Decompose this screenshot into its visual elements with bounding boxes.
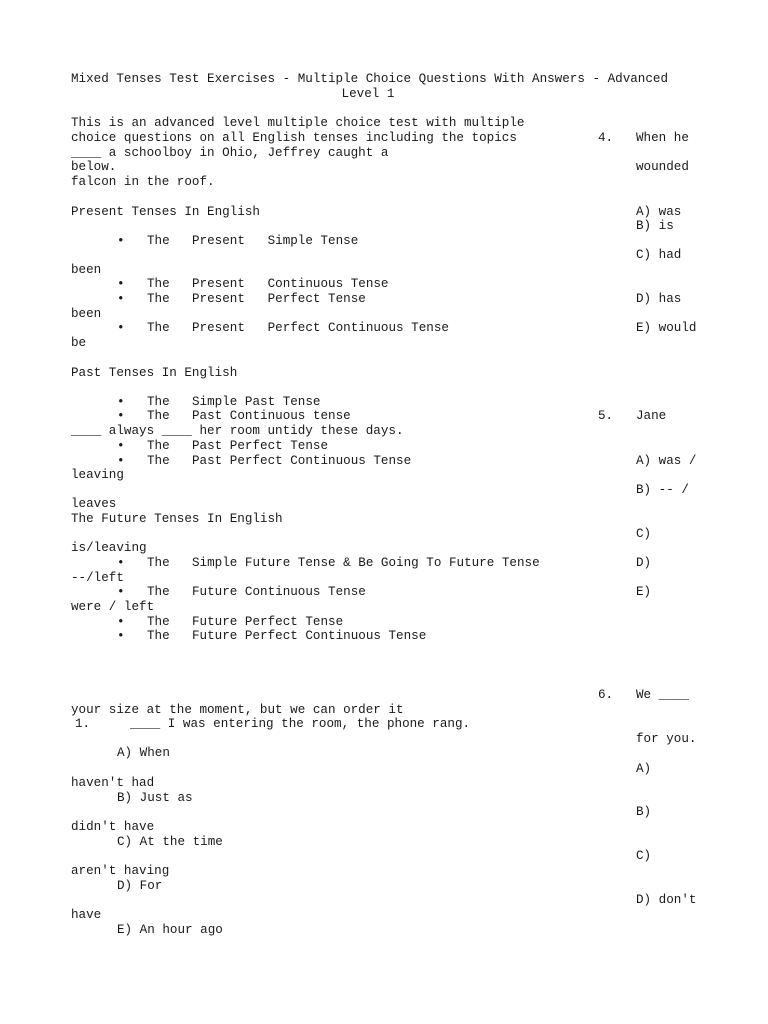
page-title: Mixed Tenses Test Exercises - Multiple Choice Questions With Answers - Advanced [71, 72, 669, 86]
list-item-the: The [147, 615, 170, 629]
bullet-icon: • [117, 556, 125, 570]
q5-option-c-continued: is/leaving [71, 541, 147, 555]
bullet-icon: • [117, 234, 125, 248]
q5-option-e: E) [636, 585, 652, 599]
q4-option-d: D) has [636, 292, 682, 306]
q6-number: 6. [598, 688, 614, 702]
list-item: Simple Past Tense [192, 395, 321, 409]
q4-option-b: B) is [636, 219, 674, 233]
list-item: Future Perfect Continuous Tense [192, 629, 427, 643]
q6-option-b-continued: didn't have [71, 820, 155, 834]
list-item: Future Perfect Tense [192, 615, 344, 629]
q5-option-e-continued: were / left [71, 600, 155, 614]
q5-option-b-continued: leaves [71, 497, 117, 511]
intro-line: This is an advanced level multiple choice test with multiple [71, 116, 525, 130]
list-item-the: The [147, 292, 170, 306]
q4-stem-continued: falcon in the roof. [71, 175, 215, 189]
list-item-the: The [147, 234, 170, 248]
q5-stem: Jane [636, 409, 667, 423]
list-item-the: The [147, 556, 170, 570]
q4-option-a: A) was [636, 205, 682, 219]
list-item-the: The [147, 454, 170, 468]
q5-option-c: C) [636, 527, 652, 541]
section-heading-present: Present Tenses In English [71, 205, 260, 219]
q6-option-c: C) [636, 849, 652, 863]
q5-number: 5. [598, 409, 614, 423]
q6-option-a: A) [636, 762, 652, 776]
list-item: Past Perfect Continuous Tense [192, 454, 412, 468]
q5-option-a: A) was / [636, 454, 697, 468]
bullet-icon: • [117, 395, 125, 409]
bullet-icon: • [117, 615, 125, 629]
q6-stem-continued: for you. [636, 732, 697, 746]
q6-option-b: B) [636, 805, 652, 819]
q1-number: 1. [75, 717, 91, 731]
bullet-icon: • [117, 409, 125, 423]
q4-number: 4. [598, 131, 614, 145]
q5-option-d-continued: --/left [71, 571, 124, 585]
q6-stem: We ____ [636, 688, 689, 702]
list-item: Present Perfect Tense [192, 292, 366, 306]
list-item-the: The [147, 585, 170, 599]
list-item-the: The [147, 629, 170, 643]
list-item: Future Continuous Tense [192, 585, 366, 599]
q6-option-d: D) don't [636, 893, 697, 907]
q5-stem-continued: ____ always ____ her room untidy these days. [71, 424, 404, 438]
q4-option-c-continued: been [71, 263, 102, 277]
q6-option-d-continued: have [71, 908, 102, 922]
bullet-icon: • [117, 629, 125, 643]
list-item-the: The [147, 321, 170, 335]
list-item: Simple Future Tense & Be Going To Future Tense [192, 556, 540, 570]
bullet-icon: • [117, 277, 125, 291]
bullet-icon: • [117, 585, 125, 599]
list-item-the: The [147, 277, 170, 291]
list-item: Past Perfect Tense [192, 439, 329, 453]
list-item: Past Continuous tense [192, 409, 351, 423]
section-heading-future: The Future Tenses In English [71, 512, 283, 526]
bullet-icon: • [117, 292, 125, 306]
q5-option-b: B) -- / [636, 483, 689, 497]
bullet-icon: • [117, 439, 125, 453]
bullet-icon: • [117, 454, 125, 468]
q1-option-c: C) At the time [117, 835, 223, 849]
q6-option-a-continued: haven't had [71, 776, 155, 790]
q6-stem-continued: your size at the moment, but we can order it [71, 703, 404, 717]
q1-stem: ____ I was entering the room, the phone rang. [130, 717, 471, 731]
q1-option-d: D) For [117, 879, 163, 893]
q4-option-e: E) would [636, 321, 697, 335]
q1-option-b: B) Just as [117, 791, 193, 805]
q6-option-c-continued: aren't having [71, 864, 170, 878]
q4-option-e-continued: be [71, 336, 87, 350]
list-item-the: The [147, 395, 170, 409]
list-item-the: The [147, 439, 170, 453]
list-item: Present Simple Tense [192, 234, 359, 248]
q1-option-a: A) When [117, 746, 170, 760]
q1-option-e: E) An hour ago [117, 923, 223, 937]
section-heading-past: Past Tenses In English [71, 366, 238, 380]
q4-option-c: C) had [636, 248, 682, 262]
q4-stem-continued: wounded [636, 160, 689, 174]
list-item-the: The [147, 409, 170, 423]
bullet-icon: • [117, 321, 125, 335]
q4-stem-continued: ____ a schoolboy in Ohio, Jeffrey caught a [71, 146, 389, 160]
q5-option-a-continued: leaving [71, 468, 124, 482]
q4-stem: When he [636, 131, 689, 145]
q4-option-d-continued: been [71, 307, 102, 321]
q5-option-d: D) [636, 556, 652, 570]
intro-line: below. [71, 160, 117, 174]
list-item: Present Continuous Tense [192, 277, 389, 291]
list-item: Present Perfect Continuous Tense [192, 321, 449, 335]
page-title-line2: Level 1 [341, 87, 395, 101]
intro-line: choice questions on all English tenses including the topics [71, 131, 517, 145]
